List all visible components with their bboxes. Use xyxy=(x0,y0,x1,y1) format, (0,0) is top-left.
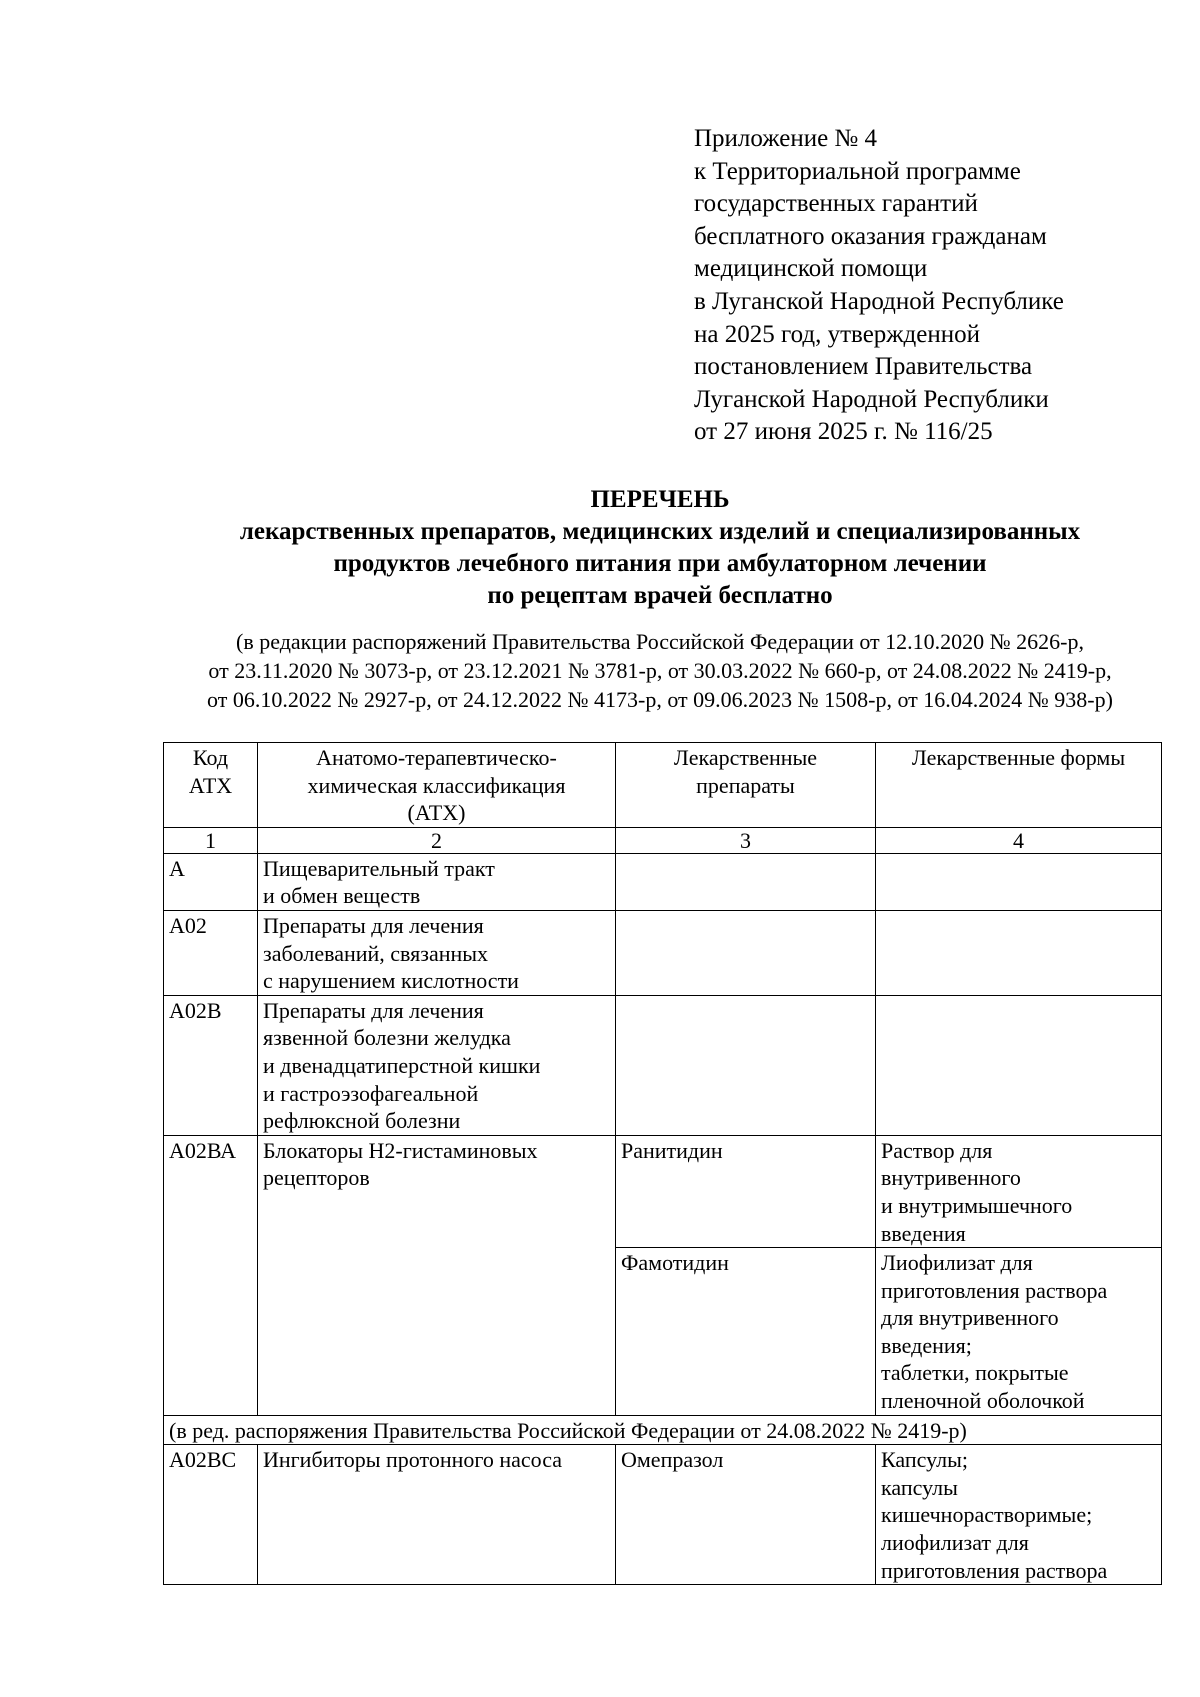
table-row xyxy=(164,853,1162,910)
form-line: внутривенного xyxy=(881,1165,1021,1191)
header-text: Лекарственные формы xyxy=(911,745,1126,770)
atc-classification xyxy=(258,853,616,910)
form-line: таблетки, покрытые xyxy=(881,1360,1069,1386)
classification-line: Препараты для лечения xyxy=(263,912,484,938)
approval-block xyxy=(694,123,1174,449)
document-title xyxy=(150,484,1170,612)
atc-code: А02 xyxy=(164,910,258,995)
atc-code: А02В xyxy=(164,995,258,1135)
table-row xyxy=(164,910,1162,995)
form-line: для внутривенного xyxy=(881,1305,1059,1331)
approval-line: Приложение № 4 xyxy=(694,125,878,152)
table-row xyxy=(164,1445,1162,1585)
edition-line: от 06.10.2022 № 2927-р, от 24.12.2022 № 4173-р, от 09.06.2023 № 1508-р, от 16.04.2024 № 938-р) xyxy=(207,687,1113,712)
header-cell-drugs xyxy=(616,743,876,828)
column-number: 3 xyxy=(616,827,876,853)
title-line: лекарственных препаратов, медицинских изделий и специализированных xyxy=(239,518,1081,545)
column-number: 2 xyxy=(258,827,616,853)
form-line: пленочной оболочкой xyxy=(881,1388,1085,1414)
edition-note xyxy=(150,627,1170,714)
edition-line: от 23.11.2020 № 3073-р, от 23.12.2021 № 3781-р, от 30.03.2022 № 660-р, от 24.08.2022 № 2419-р, xyxy=(208,658,1112,683)
approval-line: от 27 июня 2025 г. № 116/25 xyxy=(694,418,993,446)
title-heading: ПЕРЕЧЕНЬ xyxy=(590,486,730,513)
edition-note-cell: (в ред. распоряжения Правительства Российской Федерации от 24.08.2022 № 2419-р) xyxy=(164,1415,1162,1445)
drug-name-cell xyxy=(616,995,876,1135)
title-line: по рецептам врачей бесплатно xyxy=(487,582,833,609)
form-line: Лиофилизат для xyxy=(881,1250,1033,1276)
approval-line: на 2025 год, утвержденной xyxy=(694,320,981,348)
classification-line: и гастроэзофагеальной xyxy=(263,1080,479,1106)
table-row xyxy=(164,1135,1162,1247)
classification-line: рецепторов xyxy=(263,1165,370,1191)
approval-line: в Луганской Народной Республике xyxy=(694,287,1064,315)
form-line: введения xyxy=(881,1220,966,1246)
form-line: приготовления раствора xyxy=(881,1557,1108,1583)
table-row xyxy=(164,995,1162,1135)
classification-line: Блокаторы Н2-гистаминовых xyxy=(263,1137,538,1163)
dosage-forms xyxy=(876,1445,1162,1585)
dosage-form-cell xyxy=(876,853,1162,910)
classification-line: и обмен веществ xyxy=(263,883,421,909)
header-text: препараты xyxy=(696,772,795,798)
classification-line: Препараты для лечения xyxy=(263,997,484,1023)
atc-classification xyxy=(258,995,616,1135)
table-note-row xyxy=(164,1415,1162,1445)
drug-name: Фамотидин xyxy=(616,1248,876,1416)
dosage-forms xyxy=(876,1248,1162,1416)
form-line: приготовления раствора xyxy=(881,1277,1108,1303)
classification-line: заболеваний, связанных xyxy=(263,940,489,966)
title-line: продуктов лечебного питания при амбулаторном лечении xyxy=(333,550,987,577)
form-line: Раствор для xyxy=(881,1137,993,1163)
form-line: и внутримышечного xyxy=(881,1192,1073,1218)
classification-line: рефлюксной болезни xyxy=(263,1108,461,1134)
approval-line: постановлением Правительства xyxy=(694,353,1033,381)
approval-line: к Территориальной программе xyxy=(694,157,1021,185)
header-text: Код xyxy=(192,745,229,770)
dosage-forms xyxy=(876,1135,1162,1247)
classification-line: Пищеварительный тракт xyxy=(263,855,495,881)
form-line: кишечнорастворимые; xyxy=(881,1502,1093,1528)
header-text: АТХ xyxy=(188,772,233,798)
classification-line: Ингибиторы протонного насоса xyxy=(263,1447,563,1473)
header-cell-code xyxy=(164,743,258,828)
dosage-form-cell xyxy=(876,995,1162,1135)
classification-line: язвенной болезни желудка xyxy=(263,1025,511,1051)
drug-name-cell xyxy=(616,910,876,995)
form-line: капсулы xyxy=(881,1474,958,1500)
atc-code: А xyxy=(164,853,258,910)
atc-classification xyxy=(258,1135,616,1415)
column-number: 4 xyxy=(876,827,1162,853)
table-header-row xyxy=(164,743,1162,828)
header-text: химическая классификация xyxy=(307,772,566,798)
drug-name: Ранитидин xyxy=(616,1135,876,1247)
header-text: Лекарственные xyxy=(673,745,818,770)
drug-list-table xyxy=(163,742,1162,1585)
header-text: (АТХ) xyxy=(407,800,466,826)
dosage-form-cell xyxy=(876,910,1162,995)
header-cell-classification xyxy=(258,743,616,828)
atc-code: А02ВС xyxy=(164,1445,258,1585)
column-number-row xyxy=(164,827,1162,853)
approval-line: Луганской Народной Республики xyxy=(694,385,1049,413)
classification-line: и двенадцатиперстной кишки xyxy=(263,1052,541,1078)
approval-line: медицинской помощи xyxy=(694,255,928,283)
drug-name: Омепразол xyxy=(616,1445,876,1585)
approval-line: бесплатного оказания гражданам xyxy=(694,222,1047,250)
atc-classification xyxy=(258,1445,616,1585)
form-line: лиофилизат для xyxy=(881,1530,1029,1556)
drug-name-cell xyxy=(616,853,876,910)
form-line: Капсулы; xyxy=(881,1447,969,1473)
atc-code: А02ВА xyxy=(164,1135,258,1415)
classification-line: с нарушением кислотности xyxy=(263,968,519,994)
atc-classification xyxy=(258,910,616,995)
header-cell-forms xyxy=(876,743,1162,828)
edition-line: (в редакции распоряжений Правительства Российской Федерации от 12.10.2020 № 2626-р, xyxy=(236,629,1084,654)
header-text: Анатомо-терапевтическо- xyxy=(316,745,557,770)
approval-line: государственных гарантий xyxy=(694,190,978,218)
form-line: введения; xyxy=(881,1332,972,1358)
column-number: 1 xyxy=(164,827,258,853)
